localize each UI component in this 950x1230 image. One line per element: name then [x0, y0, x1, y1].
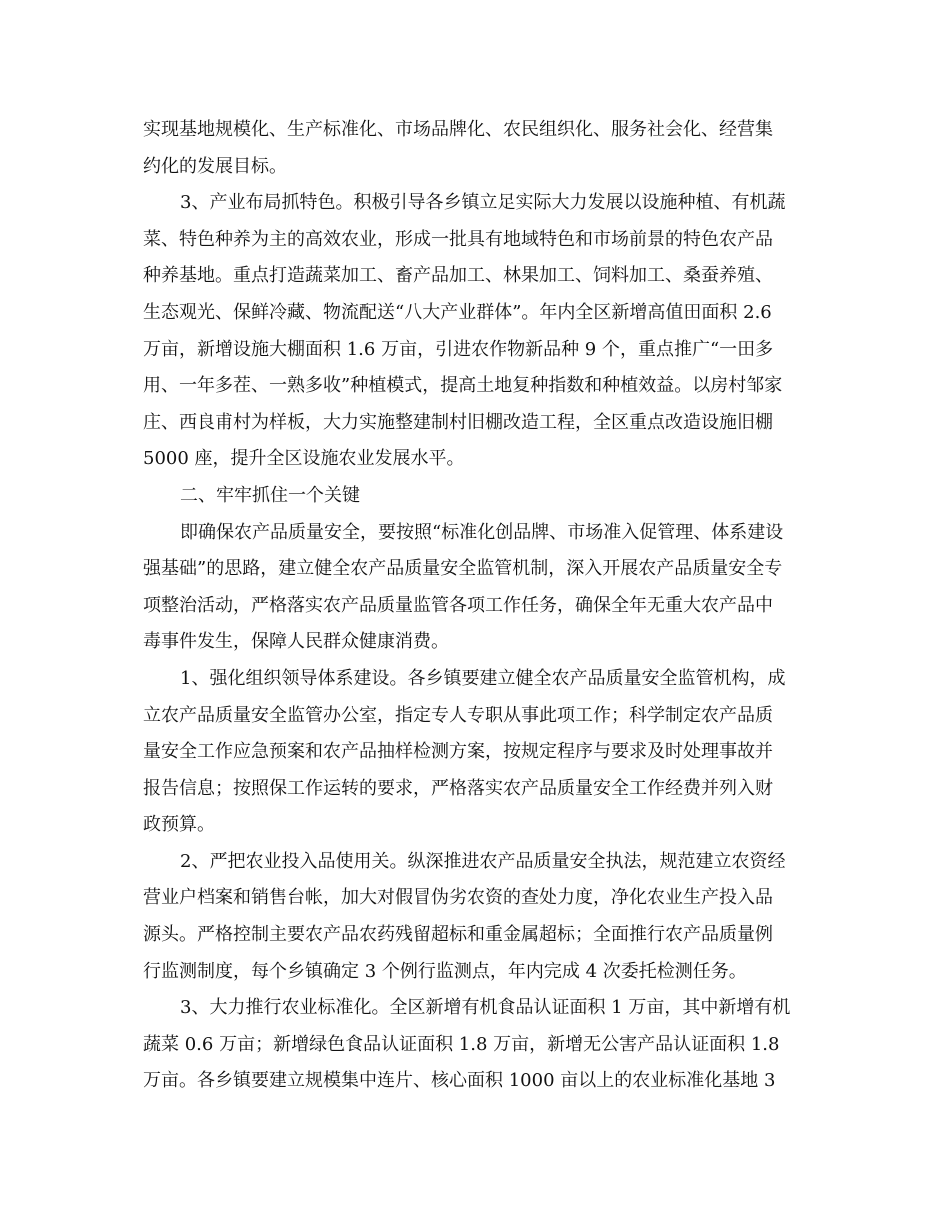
text-line: 政预算。 — [143, 814, 215, 836]
text-line: 用、一年多茬、一熟多收”种植模式，提高土地复种指数和种植效益。以房村邹家 — [143, 375, 783, 397]
document-body — [143, 112, 813, 1100]
text-line: 万亩，新增设施大棚面积 1.6 万亩，引进农作物新品种 9 个，重点推广“一田多 — [143, 338, 774, 360]
text-line: 生态观光、保鲜冷藏、物流配送“八大产业群体”。年内全区新增高值田面积 2.6 — [143, 301, 772, 323]
text-line: 2、严把农业投入品使用关。纵深推进农产品质量安全执法，规范建立农资经 — [180, 850, 786, 872]
text-line: 蔬菜 0.6 万亩；新增绿色食品认证面积 1.8 万亩，新增无公害产品认证面积 1.8 — [143, 1033, 780, 1055]
text-line: 3、产业布局抓特色。积极引导各乡镇立足实际大力发展以设施种植、有机蔬 — [180, 192, 786, 214]
text-line: 报告信息；按照保工作运转的要求，严格落实农产品质量安全工作经费并列入财 — [143, 777, 773, 799]
text-line: 源头。严格控制主要农产品农药残留超标和重金属超标；全面推行农产品质量例 — [143, 924, 773, 946]
text-line: 即确保农产品质量安全，要按照“标准化创品牌、市场准入促管理、体系建设 — [180, 521, 784, 543]
text-line: 庄、西良甫村为样板，大力实施整建制村旧棚改造工程，全区重点改造设施旧棚 — [143, 411, 773, 433]
text-line: 项整治活动，严格落实农产品质量监管各项工作任务，确保全年无重大农产品中 — [143, 594, 773, 616]
text-line: 强基础”的思路，建立健全农产品质量安全监管机制，深入开展农产品质量安全专 — [143, 558, 783, 580]
text-line: 量安全工作应急预案和农产品抽样检测方案，按规定程序与要求及时处理事故并 — [143, 741, 773, 763]
text-line: 万亩。各乡镇要建立规模集中连片、核心面积 1000 亩以上的农业标准化基地 3 — [143, 1070, 776, 1092]
text-line: 实现基地规模化、生产标准化、市场品牌化、农民组织化、服务社会化、经营集 — [143, 119, 773, 140]
text-line: 约化的发展目标。 — [143, 155, 287, 177]
text-line: 1、强化组织领导体系建设。各乡镇要建立健全农产品质量安全监管机构，成 — [180, 667, 786, 689]
text-line: 种养基地。重点打造蔬菜加工、畜产品加工、林果加工、饲料加工、桑蚕养殖、 — [143, 265, 773, 287]
text-line: 立农产品质量安全监管办公室，指定专人专职从事此项工作；科学制定农产品质 — [143, 704, 773, 726]
text-line: 营业户档案和销售台帐，加大对假冒伪劣农资的查处力度，净化农业生产投入品 — [143, 887, 773, 909]
text-line: 3、大力推行农业标准化。全区新增有机食品认证面积 1 万亩，其中新增有机 — [180, 997, 791, 1019]
text-line: 5000 座，提升全区设施农业发展水平。 — [143, 448, 465, 470]
text-line: 行监测制度，每个乡镇确定 3 个例行监测点，年内完成 4 次委托检测任务。 — [143, 960, 747, 982]
text-line: 二、牢牢抓住一个关键 — [180, 484, 360, 506]
text-line: 毒事件发生，保障人民群众健康消费。 — [143, 631, 449, 653]
text-line: 菜、特色种养为主的高效农业，形成一批具有地域特色和市场前景的特色农产品 — [143, 228, 773, 250]
